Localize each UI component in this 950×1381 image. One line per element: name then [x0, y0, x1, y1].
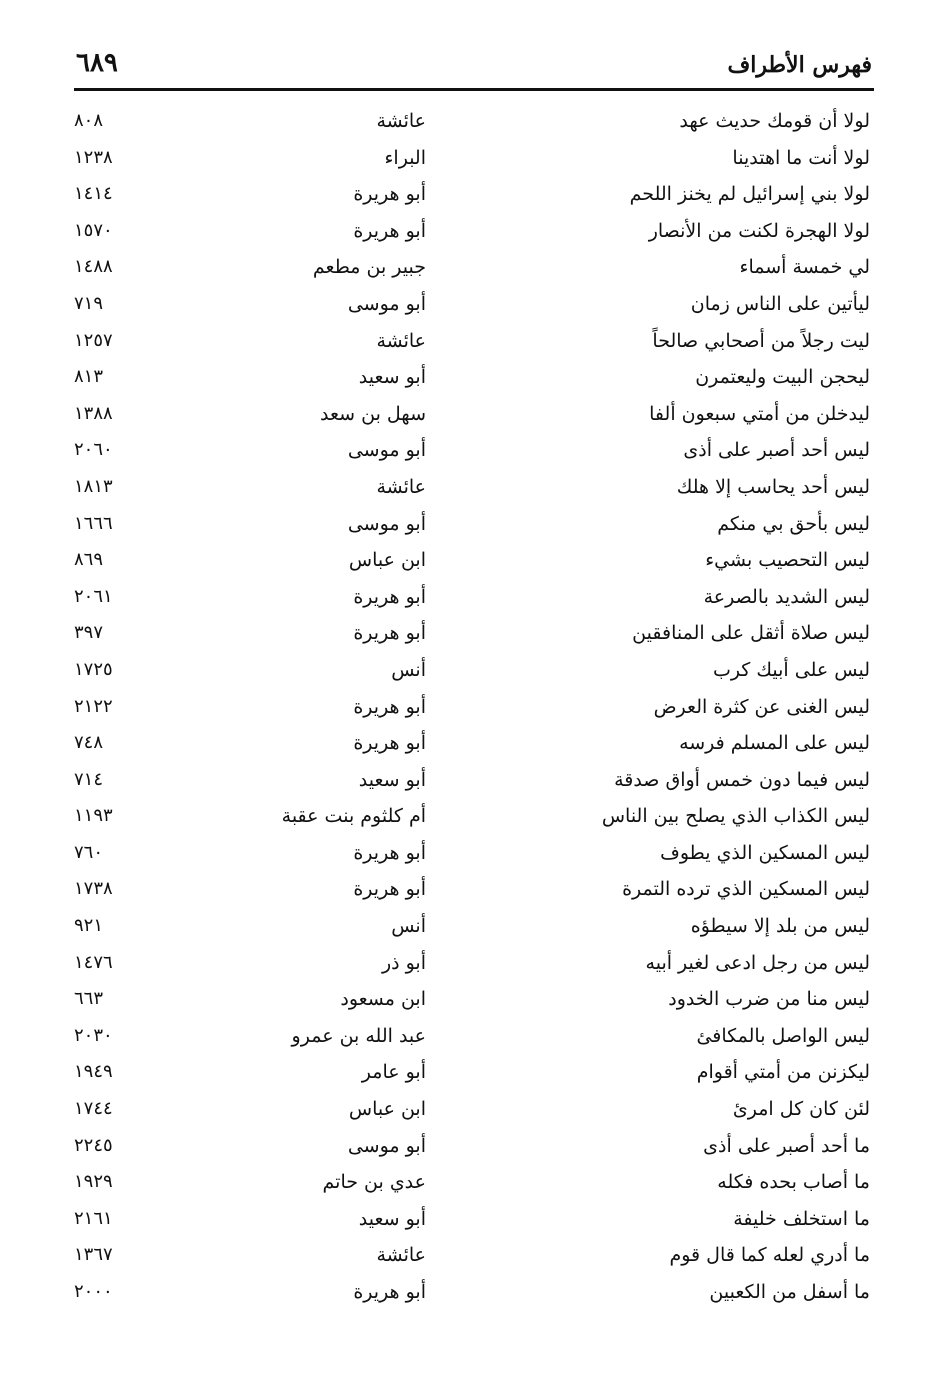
page-title: فهرس الأطراف: [727, 52, 872, 78]
list-item: [74, 838, 874, 875]
entry-narrator: ابن عباس: [348, 1098, 426, 1121]
entry-number: ٣٩٧: [74, 622, 104, 644]
list-item: [74, 1094, 874, 1131]
entry-text: ليحجن البيت وليعتمرن: [695, 366, 870, 389]
list-item: [74, 179, 874, 216]
entry-narrator: أبو سعيد: [358, 768, 426, 791]
entry-narrator: أبو هريرة: [353, 841, 426, 864]
list-item: [74, 399, 874, 436]
entry-narrator: أنس: [391, 658, 426, 681]
entry-text: ليس فيما دون خمس أواق صدقة: [614, 768, 870, 791]
list-item: [74, 362, 874, 399]
entry-number: ٢٠٦١: [74, 585, 113, 607]
entry-number: ١٧٣٨: [74, 878, 113, 900]
entry-number: ٢٠٠٠: [74, 1281, 113, 1302]
entry-text: ما أدري لعله كما قال قوم: [669, 1244, 870, 1267]
entry-narrator: أبو هريرة: [353, 732, 426, 755]
list-item: [74, 252, 874, 289]
entry-narrator: ابن عباس: [348, 549, 426, 572]
list-item: [74, 801, 874, 838]
entry-number: ٨٠٨: [74, 110, 104, 131]
entry-number: ١٩٤٩: [74, 1061, 113, 1083]
entry-narrator: عائشة: [376, 110, 426, 132]
entry-number: ٧٦٠: [74, 841, 104, 863]
page-header: [74, 40, 874, 90]
entry-narrator: أبو سعيد: [358, 366, 426, 389]
entry-text: ليس الكذاب الذي يصلح بين الناس: [601, 805, 870, 828]
entry-narrator: عائشة: [376, 1244, 426, 1267]
entry-number: ١٥٧٠: [74, 219, 113, 241]
entry-narrator: أبو موسى: [347, 292, 426, 315]
list-item: [74, 692, 874, 729]
entry-text: ليس بأحق بي منكم: [717, 512, 870, 535]
list-item: [74, 216, 874, 253]
list-item: [74, 1057, 874, 1094]
list-item: [74, 728, 874, 765]
list-item: [74, 545, 874, 582]
entry-text: ليس التحصيب بشيء: [705, 549, 870, 572]
entry-text: ليت رجلاً من أصحابي صالحاً: [652, 329, 870, 352]
list-item: [74, 1167, 874, 1204]
entry-text: ليس الغنى عن كثرة العرض: [653, 695, 870, 718]
list-item: [74, 1021, 874, 1058]
entry-number: ٧١٩: [74, 292, 104, 314]
entry-text: ليس الواصل بالمكافئ: [696, 1024, 870, 1047]
entry-text: ليس من بلد إلا سيطؤه: [690, 915, 870, 938]
entry-number: ١٤٧٦: [74, 951, 113, 973]
entry-text: ليكزنن من أمتي أقوام: [696, 1061, 870, 1084]
list-item: [74, 472, 874, 509]
entry-text: لولا بني إسرائيل لم يخنز اللحم: [629, 183, 870, 206]
list-item: [74, 984, 874, 1021]
entry-number: ٦٦٣: [74, 988, 104, 1010]
page-number: ٦٨٩: [76, 48, 118, 78]
list-item: [74, 948, 874, 985]
list-item: [74, 765, 874, 802]
entry-number: ٢٠٦٠: [74, 439, 113, 461]
entry-number: ٢٢٤٥: [74, 1134, 113, 1156]
list-item: [74, 1131, 874, 1168]
entry-number: ١٢٥٧: [74, 329, 113, 351]
entry-number: ١١٩٣: [74, 805, 113, 827]
entry-narrator: أبو موسى: [347, 439, 426, 462]
entry-number: ١٢٣٨: [74, 146, 113, 168]
entry-number: ١٩٢٩: [74, 1171, 113, 1193]
entry-number: ٧٤٨: [74, 732, 104, 754]
entry-narrator: أم كلثوم بنت عقبة: [281, 805, 426, 828]
entry-text: ليس الشديد بالصرعة: [703, 585, 870, 608]
entry-narrator: سهل بن سعد: [320, 402, 426, 425]
entry-narrator: أبو هريرة: [353, 219, 426, 242]
list-item: [74, 1240, 874, 1277]
entry-text: ما أحد أصبر على أذى: [703, 1134, 870, 1157]
entry-narrator: أبو هريرة: [353, 1281, 426, 1303]
entry-narrator: عائشة: [376, 329, 426, 352]
entry-number: ١٦٦٦: [74, 512, 113, 534]
entry-text: ليس صلاة أثقل على المنافقين: [632, 622, 870, 645]
list-item: [74, 106, 874, 143]
entry-narrator: أبو هريرة: [353, 183, 426, 206]
entry-narrator: عدي بن حاتم: [322, 1171, 426, 1194]
entry-number: ١٨١٣: [74, 475, 113, 497]
entry-narrator: أبو هريرة: [353, 585, 426, 608]
entry-narrator: جبير بن مطعم: [312, 256, 426, 279]
list-item: [74, 582, 874, 619]
entry-text: ليس على المسلم فرسه: [679, 732, 870, 755]
entry-narrator: البراء: [384, 146, 426, 169]
entry-narrator: أنس: [391, 915, 426, 938]
entry-narrator: أبو موسى: [347, 1134, 426, 1157]
entry-number: ٢١٦١: [74, 1207, 113, 1229]
entry-narrator: أبو هريرة: [353, 622, 426, 645]
entry-narrator: أبو ذر: [381, 951, 426, 974]
entry-number: ٩٢١: [74, 915, 104, 937]
entry-narrator: أبو هريرة: [353, 878, 426, 901]
entry-text: ما أصاب بحده فكله: [717, 1171, 870, 1194]
entry-number: ٨٦٩: [74, 549, 104, 571]
entry-number: ١٧٤٤: [74, 1098, 113, 1120]
list-item: [74, 143, 874, 180]
entry-text: لي خمسة أسماء: [739, 256, 870, 279]
entry-narrator: أبو عامر: [361, 1061, 426, 1084]
list-item: [74, 911, 874, 948]
entry-number: ١٣٦٧: [74, 1244, 113, 1266]
entry-number: ٢٠٣٠: [74, 1024, 113, 1046]
list-item: [74, 618, 874, 655]
entry-text: ليس من رجل ادعى لغير أبيه: [645, 951, 870, 974]
entry-text: ليس أحد يحاسب إلا هلك: [676, 475, 870, 498]
entry-text: لولا الهجرة لكنت من الأنصار: [648, 219, 870, 242]
entry-text: ليس المسكين الذي يطوف: [660, 841, 870, 864]
entry-text: لئن كان كل امرئ: [732, 1098, 870, 1121]
list-item: [74, 326, 874, 363]
entry-number: ١٧٢٥: [74, 658, 113, 680]
entry-number: ١٤٨٨: [74, 256, 113, 278]
entry-text: ليس على أبيك كرب: [712, 658, 870, 681]
entry-number: ٧١٤: [74, 768, 104, 790]
entry-text: ما استخلف خليفة: [733, 1207, 870, 1230]
entry-narrator: أبو هريرة: [353, 695, 426, 718]
entries-list: [74, 106, 874, 1314]
entry-text: ما أسفل من الكعبين: [709, 1281, 870, 1303]
header-rule: [74, 88, 874, 91]
entry-narrator: عائشة: [376, 475, 426, 498]
entry-text: لولا أن قومك حديث عهد: [679, 110, 870, 132]
entry-number: ١٤١٤: [74, 183, 113, 205]
entry-narrator: أبو موسى: [347, 512, 426, 535]
list-item: [74, 509, 874, 546]
entry-narrator: عبد الله بن عمرو: [291, 1024, 426, 1047]
entry-narrator: ابن مسعود: [340, 988, 426, 1011]
list-item: [74, 1204, 874, 1241]
entry-text: ليأتين على الناس زمان: [690, 292, 870, 315]
list-item: [74, 1277, 874, 1314]
list-item: [74, 289, 874, 326]
entry-text: ليدخلن من أمتي سبعون ألفا: [649, 402, 870, 425]
entry-number: ٨١٣: [74, 366, 104, 388]
entry-text: ليس أحد أصبر على أذى: [683, 439, 870, 462]
list-item: [74, 435, 874, 472]
entry-number: ٢١٢٢: [74, 695, 113, 717]
list-item: [74, 874, 874, 911]
entry-number: ١٣٨٨: [74, 402, 113, 424]
list-item: [74, 655, 874, 692]
entry-text: ليس منا من ضرب الخدود: [668, 988, 870, 1011]
entry-text: لولا أنت ما اهتدينا: [732, 146, 870, 169]
entry-narrator: أبو سعيد: [358, 1207, 426, 1230]
entry-text: ليس المسكين الذي ترده التمرة: [622, 878, 870, 901]
